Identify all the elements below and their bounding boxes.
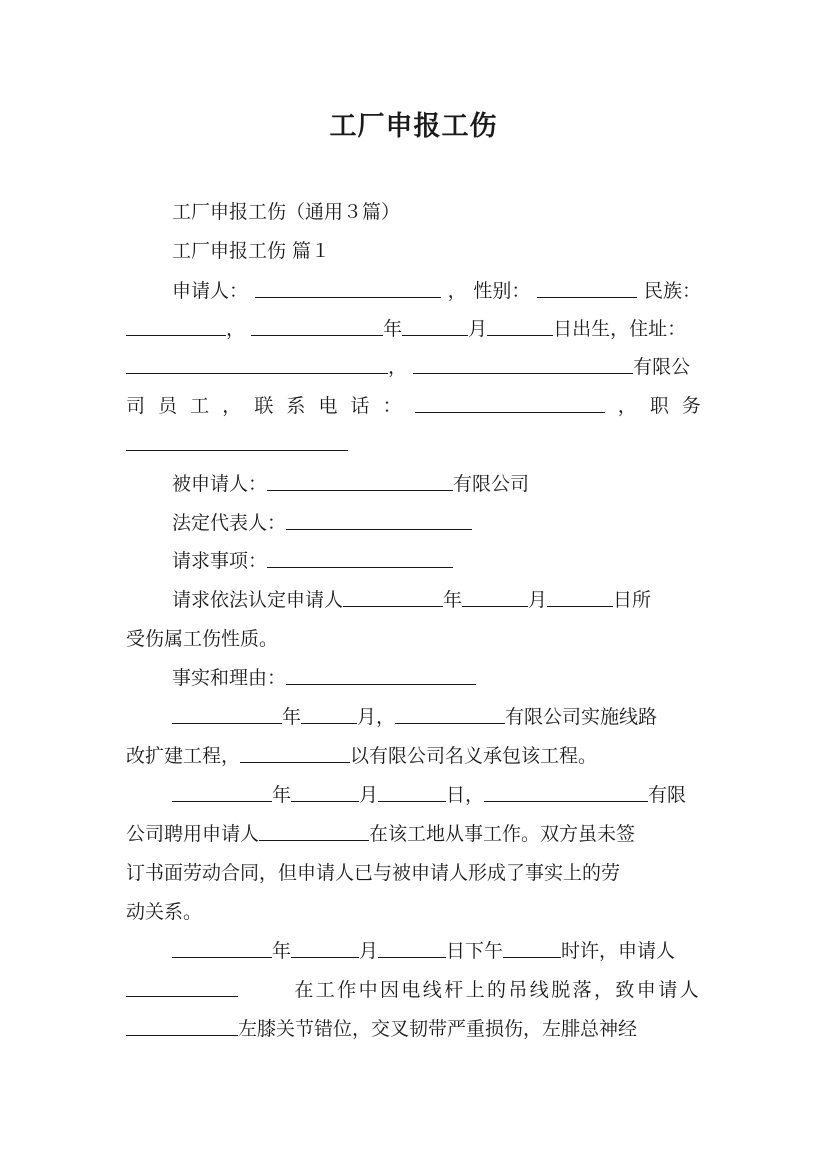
claims-blank	[267, 548, 453, 568]
respondent-line: 被申请人： 有限公司	[172, 473, 530, 495]
hire-day-blank	[378, 782, 446, 802]
request-line-1: 请求依法认定申请人 年 月 日所	[172, 589, 652, 611]
legal-rep-line: 法定代表人：	[172, 510, 472, 536]
accident-hour-blank	[503, 938, 561, 958]
facts-para2-line4: 动关系。	[126, 901, 203, 923]
facts-para2-line2: 公司聘用申请人 在该工地从事工作。双方虽未签	[126, 823, 636, 845]
position-blank	[126, 431, 348, 451]
document-subtitle: 工厂申报工伤（通用３篇）	[172, 201, 401, 223]
applicant-line-1: 申请人： ， 性别： 民族：	[172, 280, 701, 302]
applicant-line-5	[126, 431, 348, 457]
respondent-blank	[267, 471, 453, 491]
phone-blank	[415, 393, 605, 413]
request-month-blank	[462, 587, 528, 607]
facts-para3-line3: 左膝关节错位，交叉韧带严重损伤，左腓总神经	[126, 1016, 637, 1042]
applicant-line-2: ， 年 月 日出生，住址：	[126, 316, 686, 342]
request-line-2: 受伤属工伤性质。	[126, 628, 279, 650]
accident-month-blank	[291, 938, 359, 958]
facts-para3-line1: 年 月 日下午 时许，申请人	[172, 938, 675, 964]
facts-para3-line2: 在工作中因电线杆上的吊线脱落，致申请人	[126, 977, 701, 1003]
facts-para2-line1: 年 月 日， 有限	[172, 782, 686, 808]
applicant-line-3: ， 有限公	[126, 354, 690, 380]
hire-company-blank	[484, 782, 648, 802]
birth-day-blank	[487, 316, 553, 336]
injured-applicant-blank	[126, 1016, 238, 1036]
facts-blank	[286, 665, 476, 685]
project-company-blank	[395, 704, 505, 724]
facts-para1-line1: 年 月， 有限公司实施线路	[172, 704, 657, 730]
section-heading: 工厂申报工伤 篇１	[172, 240, 331, 262]
contractor-blank	[240, 743, 350, 763]
request-name-blank	[343, 587, 443, 607]
birth-month-blank	[402, 316, 468, 336]
ethnicity-blank	[126, 316, 226, 336]
gender-blank	[537, 278, 637, 298]
hire-month-blank	[291, 782, 359, 802]
facts-para1-line2: 改扩建工程， 以有限公司名义承包该工程。	[126, 745, 598, 767]
applicant-line-4: 司 员 工 ， 联 系 电 话 ： ， 职 务	[126, 395, 701, 417]
hired-name-blank	[259, 821, 369, 841]
address-blank	[126, 354, 388, 374]
project-month-blank	[301, 704, 357, 724]
page-title: 工厂申报工伤	[329, 111, 498, 142]
legal-rep-blank	[286, 510, 472, 530]
request-day-blank	[547, 587, 613, 607]
facts-line: 事实和理由：	[172, 665, 476, 691]
claims-line: 请求事项：	[172, 548, 453, 574]
accident-year-blank	[172, 938, 272, 958]
employer-blank	[413, 354, 633, 374]
accident-day-blank	[378, 938, 446, 958]
project-year-blank	[172, 704, 282, 724]
facts-para2-line3: 订书面劳动合同，但申请人已与被申请人形成了事实上的劳	[126, 862, 621, 884]
name-blank	[255, 278, 441, 298]
hire-year-blank	[172, 782, 272, 802]
accident-applicant-blank	[126, 977, 238, 997]
birth-year-blank	[251, 316, 383, 336]
